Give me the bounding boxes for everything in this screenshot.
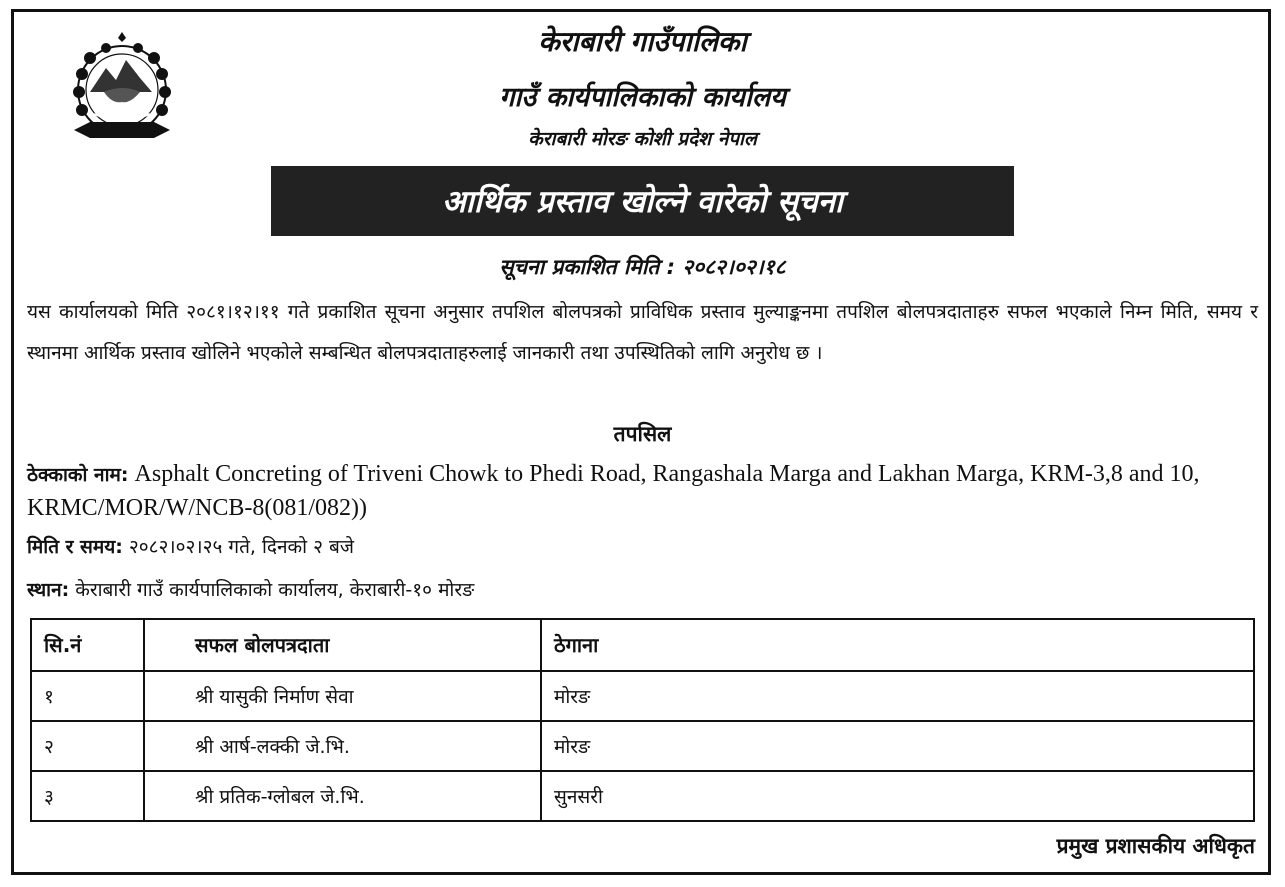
contract-label: ठेक्काको नाम: xyxy=(27,464,129,486)
office-subtitle: गाउँ कार्यपालिकाको कार्यालय xyxy=(499,82,786,113)
serial-cell: १ xyxy=(31,671,144,721)
published-date: सूचना प्रकाशित मिति : २०८२।०२।१८ xyxy=(499,255,786,279)
table-row xyxy=(31,671,1254,721)
bidder-cell: श्री प्रतिक-ग्लोबल जे.भि. xyxy=(144,771,541,821)
notice-title: आर्थिक प्रस्ताव खोल्ने वारेको सूचना xyxy=(442,184,843,220)
table-row xyxy=(31,721,1254,771)
location-label: स्थान: xyxy=(27,579,70,601)
contract-name: Asphalt Concreting of Triveni Chowk to Phedi Road, Rangashala Marga and Lakhan Marga, KRM-3,8 and 10, KRMC/MOR/W/NCB-8(081/082)) xyxy=(27,461,1200,521)
table-row xyxy=(31,771,1254,821)
contract-line xyxy=(27,458,1258,526)
office-name: केराबारी गाउँपालिका xyxy=(538,25,747,58)
notice-body: यस कार्यालयको मिति २०८१।१२।११ गते प्रकाशित सूचना अनुसार तपशिल बोलपत्रको प्राविधिक प्रस्ताव मुल्याङ्कनमा तपशिल बोलपत्रदाताहरु सफल भएकाले निम्न मिति, समय र स्थानमा आर्थिक प्रस्ताव खोलिने भएकोले सम्बन्धित बोलपत्रदाताहरुलाई जानकारी तथा उपस्थितिको लागि अनुरोध छ । xyxy=(27,301,1258,364)
location-line xyxy=(27,576,1258,602)
datetime-label: मिति र समय: xyxy=(27,536,123,558)
column-header-address: ठेगाना xyxy=(541,619,1254,671)
signature-title: प्रमुख प्रशासकीय अधिकृत xyxy=(1056,834,1255,858)
table-header-row xyxy=(31,619,1254,671)
location-value: केराबारी गाउँ कार्यपालिकाको कार्यालय, केराबारी-१० मोरङ xyxy=(75,579,475,601)
datetime-value: २०८२।०२।२५ गते, दिनको २ बजे xyxy=(128,536,354,558)
notice-title-banner xyxy=(271,166,1014,236)
datetime-line xyxy=(27,533,1258,559)
serial-cell: २ xyxy=(31,721,144,771)
successful-bidders-table xyxy=(30,618,1255,822)
address-cell: मोरङ xyxy=(541,721,1254,771)
tapasil-heading: तपसिल xyxy=(613,422,672,446)
column-header-bidder: सफल बोलपत्रदाता xyxy=(144,619,541,671)
address-cell: मोरङ xyxy=(541,671,1254,721)
bidder-cell: श्री आर्ष-लक्की जे.भि. xyxy=(144,721,541,771)
serial-cell: ३ xyxy=(31,771,144,821)
address-cell: सुनसरी xyxy=(541,771,1254,821)
office-address: केराबारी मोरङ कोशी प्रदेश नेपाल xyxy=(528,128,757,150)
bidder-cell: श्री यासुकी निर्माण सेवा xyxy=(144,671,541,721)
column-header-serial: सि.नं xyxy=(31,619,144,671)
